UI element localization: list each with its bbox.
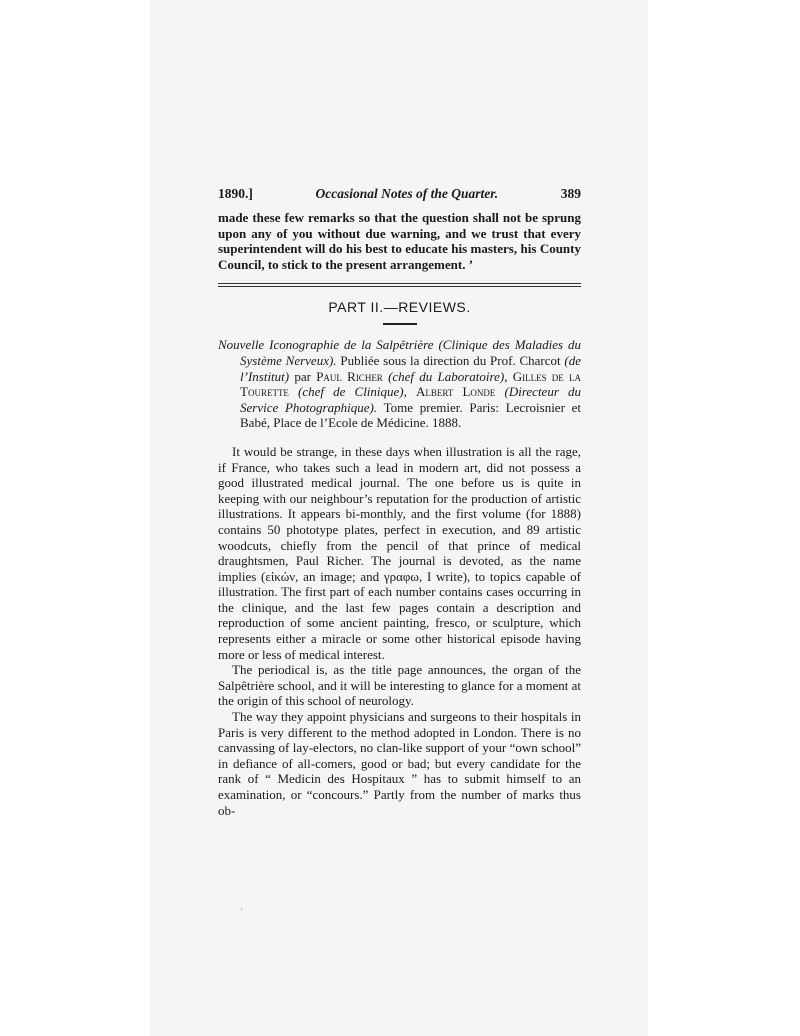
short-rule-divider [383,323,417,325]
citation-tourette-name: Gilles de la Tourette [240,368,582,400]
page-content [218,186,581,818]
citation-tourette-role: (chef de Clinique), [298,384,407,400]
body-paragraph: The periodical is, as the title page announces, the organ of the Salpêtrière school, and it will be interesting to glance for a moment at the origin of this school of neurology. [218,662,581,709]
citation-par: par [294,368,311,384]
review-citation [218,337,581,431]
body-paragraph: It would be strange, in these days when illustration is all the rage, if France, who takes such a lead in modern art, did not possess a good illustrated medical journal. The one before us is quite in keeping with our neighbour’s reputation for the production of artistic illustrations. It appears bi-monthly, and the first volume (for 1888) contains 50 phototype plates, perfect in execution, and 89 artistic woodcuts, chiefly from the pencil of that prince of medical draughtsmen, Paul Richer. The journal is devoted, as the name implies (εἰκών, an image; and γραφω, I write), to topics capable of illustration. The first part of each number contains cases occurring in the clinique, and the last few pages contain a description and reproduction of some ancient painting, fresco, or sculpture, which represents either a miracle or some other historical episode having more or less of medical interest. [218,443,581,662]
citation-richer-role: (chef du Laboratoire), [388,368,508,384]
header-page-number: 389 [560,186,581,201]
citation-richer-name: Paul Richer [316,368,383,384]
opening-paragraph: made these few remarks so that the question shall not be sprung upon any of you without due warning, and we trust that every superintendent will do his best to educate his masters, his County Council, to stick to the present arrangement. ’ [218,210,581,272]
footer-mark: · [240,905,244,916]
citation-publication: Tome premier. Paris: Lecroisnier et Babé, Place de l’Ecole de Médicine. 1888. [240,399,582,431]
citation-charcot-role: (de l’Institut) [240,352,582,384]
running-head [218,186,581,202]
header-title: Occasional Notes of the Quarter. [315,186,499,201]
citation-title: Nouvelle Iconographie de la Salpêtrière [218,337,434,353]
body-paragraph: The way they appoint physicians and surgeons to their hospitals in Paris is very different to the method adopted in London. There is no canvassing of lay-electors, no clan-like support of your “own school” in defiance of all-comers, good or bad; but every candidate for the rank of “ Medicin des Hospitaux ” has to submit himself to an examination, or “concours.” Partly from the number of marks thus ob- [218,709,581,818]
header-year: 1890.] [218,186,253,201]
citation-londe-role: (Directeur du Service Photographique). [240,384,581,415]
citation-intro: Publiée sous la direction du Prof. Charcot [340,352,561,368]
section-heading: PART II.—REVIEWS. [328,299,471,316]
citation-subtitle: (Clinique des Maladies du Système Nerveux). [240,337,581,368]
double-rule-divider [218,283,581,287]
citation-londe-name: Albert Londe [415,384,496,400]
